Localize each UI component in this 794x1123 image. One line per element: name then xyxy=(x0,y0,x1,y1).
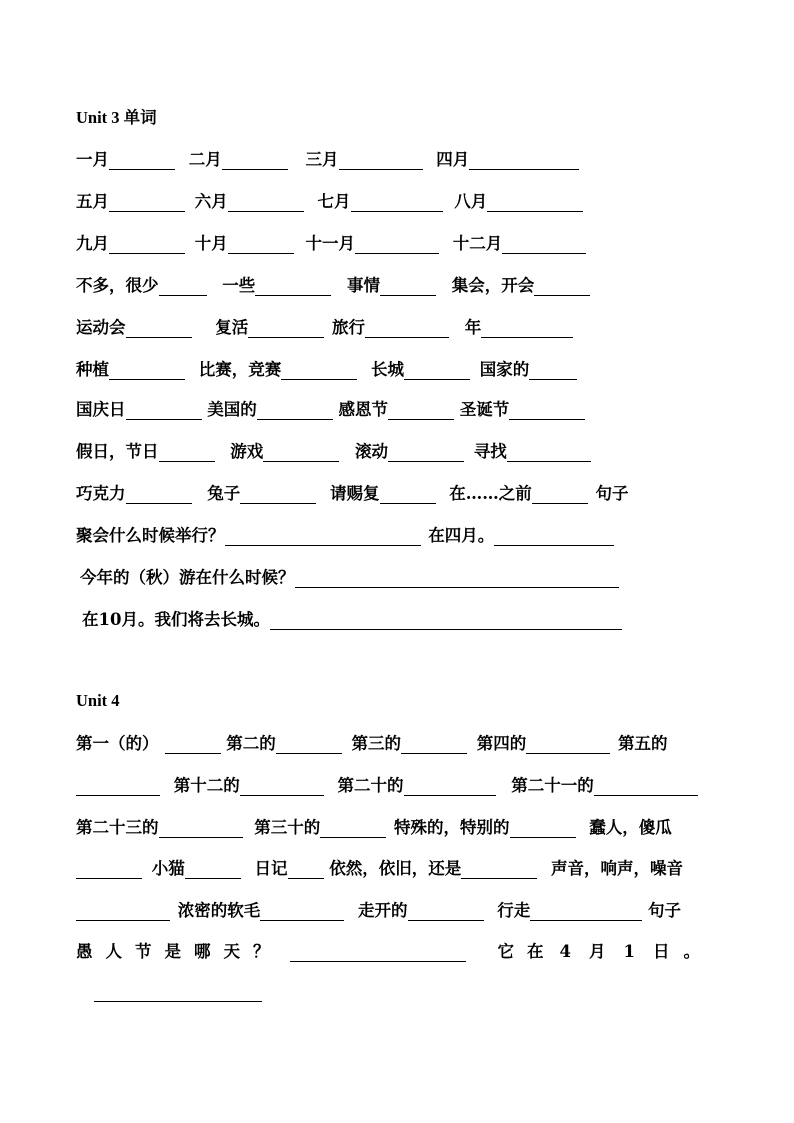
answer-blank[interactable] xyxy=(594,777,698,796)
word-label: 第二的 xyxy=(226,734,276,753)
answer-blank[interactable] xyxy=(404,777,496,796)
word-label: 在……之前 xyxy=(449,484,532,503)
word-label: 巧克力 xyxy=(76,484,126,503)
word-label: 假日，节日 xyxy=(76,442,159,461)
answer-blank[interactable] xyxy=(248,319,324,338)
answer-blank[interactable] xyxy=(281,361,357,380)
word-label: 集会，开会 xyxy=(451,276,535,295)
unit3-row10 xyxy=(76,526,614,546)
word-label: 特殊的，特别的 xyxy=(394,818,510,837)
answer-blank[interactable] xyxy=(228,235,294,254)
word-label: 八月 xyxy=(454,192,488,211)
answer-blank[interactable] xyxy=(159,277,207,296)
word-label: 走开的 xyxy=(358,901,408,920)
word-label: 第三十的 xyxy=(254,818,321,837)
answer-blank[interactable] xyxy=(255,277,331,296)
word-label: 十二月 xyxy=(452,234,503,253)
unit4-row7 xyxy=(94,982,262,1002)
word-label: 第一（的） xyxy=(76,734,159,753)
answer-blank[interactable] xyxy=(487,193,583,212)
unit3-row11 xyxy=(80,568,619,588)
answer-blank[interactable] xyxy=(534,277,590,296)
word-label: 长城 xyxy=(371,360,404,379)
answer-blank[interactable] xyxy=(288,860,324,879)
unit3-row4 xyxy=(76,276,590,296)
answer-blank[interactable] xyxy=(240,485,316,504)
answer-blank[interactable] xyxy=(529,361,577,380)
answer-blank[interactable] xyxy=(222,151,288,170)
answer-blank[interactable] xyxy=(351,193,443,212)
answer-blank[interactable] xyxy=(530,902,642,921)
answer-blank[interactable] xyxy=(365,319,449,338)
answer-blank[interactable] xyxy=(263,443,339,462)
answer-blank[interactable] xyxy=(126,401,202,420)
word-label: 复活 xyxy=(215,318,249,337)
word-label: 二月 xyxy=(188,150,222,169)
sentence-label: 聚会什么时候举行？ xyxy=(76,526,225,545)
answer-blank[interactable] xyxy=(185,860,241,879)
question-char: 哪 xyxy=(194,942,211,961)
unit4-row5 xyxy=(76,901,681,921)
word-label: 旅行 xyxy=(332,318,365,337)
answer-blank[interactable] xyxy=(388,443,464,462)
question-char: 天 xyxy=(223,942,240,961)
word-label: 请赐复 xyxy=(330,484,380,503)
word-label: 一些 xyxy=(222,276,256,295)
answer-blank[interactable] xyxy=(509,401,585,420)
answer-blank[interactable] xyxy=(408,902,484,921)
word-label: 感恩节 xyxy=(338,400,388,419)
word-label: 浓密的软毛 xyxy=(177,901,261,920)
answer-blank[interactable] xyxy=(481,319,573,338)
answer-char: 日 xyxy=(652,942,670,961)
answer-blank[interactable] xyxy=(404,361,470,380)
answer-blank[interactable] xyxy=(126,485,192,504)
answer-blank[interactable] xyxy=(507,443,591,462)
answer-blank[interactable] xyxy=(380,485,436,504)
answer-blank[interactable] xyxy=(225,527,421,546)
answer-blank[interactable] xyxy=(109,235,185,254)
answer-blank[interactable] xyxy=(76,902,170,921)
question-char: 节 xyxy=(135,942,152,961)
word-label: 美国的 xyxy=(207,400,257,419)
answer-blank[interactable] xyxy=(126,319,192,338)
answer-char: 在 xyxy=(527,942,544,961)
question-char: 愚 xyxy=(76,942,93,961)
word-label: 国家的 xyxy=(479,360,530,379)
answer-blank[interactable] xyxy=(502,235,586,254)
unit3-title: Unit 3 单词 xyxy=(76,108,157,127)
word-label: 十月 xyxy=(194,234,228,253)
unit3-row8 xyxy=(76,442,591,462)
word-label: 第五的 xyxy=(618,734,668,753)
word-label: 一月 xyxy=(76,150,109,169)
word-label: 运动会 xyxy=(76,318,126,337)
unit3-row1 xyxy=(76,150,579,170)
answer-blank[interactable] xyxy=(159,819,243,838)
answer-blank[interactable] xyxy=(109,151,175,170)
word-label: 第四的 xyxy=(476,734,527,753)
answer-blank[interactable] xyxy=(320,819,386,838)
word-label: 声音，响声，噪音 xyxy=(551,859,683,878)
answer-blank[interactable] xyxy=(339,151,423,170)
word-label: 比赛，竞赛 xyxy=(198,360,282,379)
answer-blank[interactable] xyxy=(76,860,142,879)
answer-char: 4 xyxy=(559,942,571,961)
answer-blank[interactable] xyxy=(228,193,304,212)
answer-blank[interactable] xyxy=(526,735,610,754)
unit3-row3 xyxy=(76,234,586,254)
word-label: 依然，依旧，还是 xyxy=(329,859,462,878)
answer-blank[interactable] xyxy=(355,235,439,254)
answer-blank[interactable] xyxy=(290,943,466,962)
word-label: 十一月 xyxy=(305,234,355,253)
unit3-row7 xyxy=(76,400,585,420)
word-label: 小猫 xyxy=(151,859,185,878)
sentence-label: 今年的（秋）游在什么时候？ xyxy=(80,568,295,587)
answer-blank[interactable] xyxy=(532,485,588,504)
answer-blank[interactable] xyxy=(109,361,185,380)
sentence-label: 在10月。我们将去长城。 xyxy=(82,610,270,629)
answer-blank[interactable] xyxy=(461,860,537,879)
word-label: 第二十一的 xyxy=(511,776,594,795)
word-label: 日记 xyxy=(254,859,288,878)
unit4-row2 xyxy=(76,776,698,796)
word-label: 六月 xyxy=(194,192,228,211)
word-label: 第十二的 xyxy=(173,776,240,795)
word-label: 四月 xyxy=(436,150,470,169)
unit3-row2 xyxy=(76,192,583,212)
word-label: 句子 xyxy=(595,484,629,503)
word-label: 蠢人，傻瓜 xyxy=(589,818,672,837)
word-label: 第二十的 xyxy=(337,776,404,795)
word-label: 滚动 xyxy=(355,442,388,461)
answer-blank[interactable] xyxy=(469,151,579,170)
answer-blank[interactable] xyxy=(165,735,221,754)
answer-blank[interactable] xyxy=(109,193,185,212)
answer-blank[interactable] xyxy=(260,902,344,921)
answer-char: 。 xyxy=(683,942,700,961)
answer-blank[interactable] xyxy=(401,735,467,754)
unit4-row4 xyxy=(76,859,683,879)
word-label: 种植 xyxy=(76,360,109,379)
unit3-row12 xyxy=(82,610,622,630)
unit4-title: Unit 4 xyxy=(76,691,120,710)
answer-blank[interactable] xyxy=(510,819,576,838)
question-char: ？ xyxy=(253,942,270,961)
unit4-row6 xyxy=(76,942,700,962)
word-label: 年 xyxy=(464,318,482,337)
answer-blank[interactable] xyxy=(270,611,622,630)
word-label: 五月 xyxy=(76,192,109,211)
answer-char: 月 xyxy=(588,942,606,961)
question-char: 是 xyxy=(164,942,181,961)
unit4-row3 xyxy=(76,818,672,838)
word-label: 三月 xyxy=(305,150,339,169)
sentence-label: 在四月。 xyxy=(428,526,495,545)
word-label: 游戏 xyxy=(230,442,264,461)
word-label: 兔子 xyxy=(207,484,241,503)
unit4-row1 xyxy=(76,734,668,754)
word-label: 句子 xyxy=(648,901,681,920)
unit3-row6 xyxy=(76,360,577,380)
answer-char: 1 xyxy=(623,942,635,961)
answer-char: 它 xyxy=(497,942,514,961)
word-label: 行走 xyxy=(497,901,531,920)
answer-blank[interactable] xyxy=(295,569,619,588)
word-label: 第三的 xyxy=(351,734,401,753)
word-label: 寻找 xyxy=(473,442,507,461)
word-label: 事情 xyxy=(347,276,380,295)
answer-blank[interactable] xyxy=(380,277,436,296)
answer-blank[interactable] xyxy=(276,735,342,754)
word-label: 九月 xyxy=(76,234,109,253)
word-label: 七月 xyxy=(317,192,351,211)
answer-blank[interactable] xyxy=(240,777,324,796)
answer-blank[interactable] xyxy=(159,443,215,462)
answer-blank[interactable] xyxy=(257,401,333,420)
answer-blank[interactable] xyxy=(494,527,614,546)
unit3-row9 xyxy=(76,484,629,504)
unit3-row5 xyxy=(76,318,573,338)
word-label: 不多，很少 xyxy=(76,276,159,295)
word-label: 第二十三的 xyxy=(76,818,159,837)
question-char: 人 xyxy=(105,942,122,961)
word-label: 圣诞节 xyxy=(459,400,510,419)
answer-blank[interactable] xyxy=(94,983,262,1002)
answer-blank[interactable] xyxy=(76,777,160,796)
word-label: 国庆日 xyxy=(76,400,126,419)
answer-blank[interactable] xyxy=(388,401,454,420)
